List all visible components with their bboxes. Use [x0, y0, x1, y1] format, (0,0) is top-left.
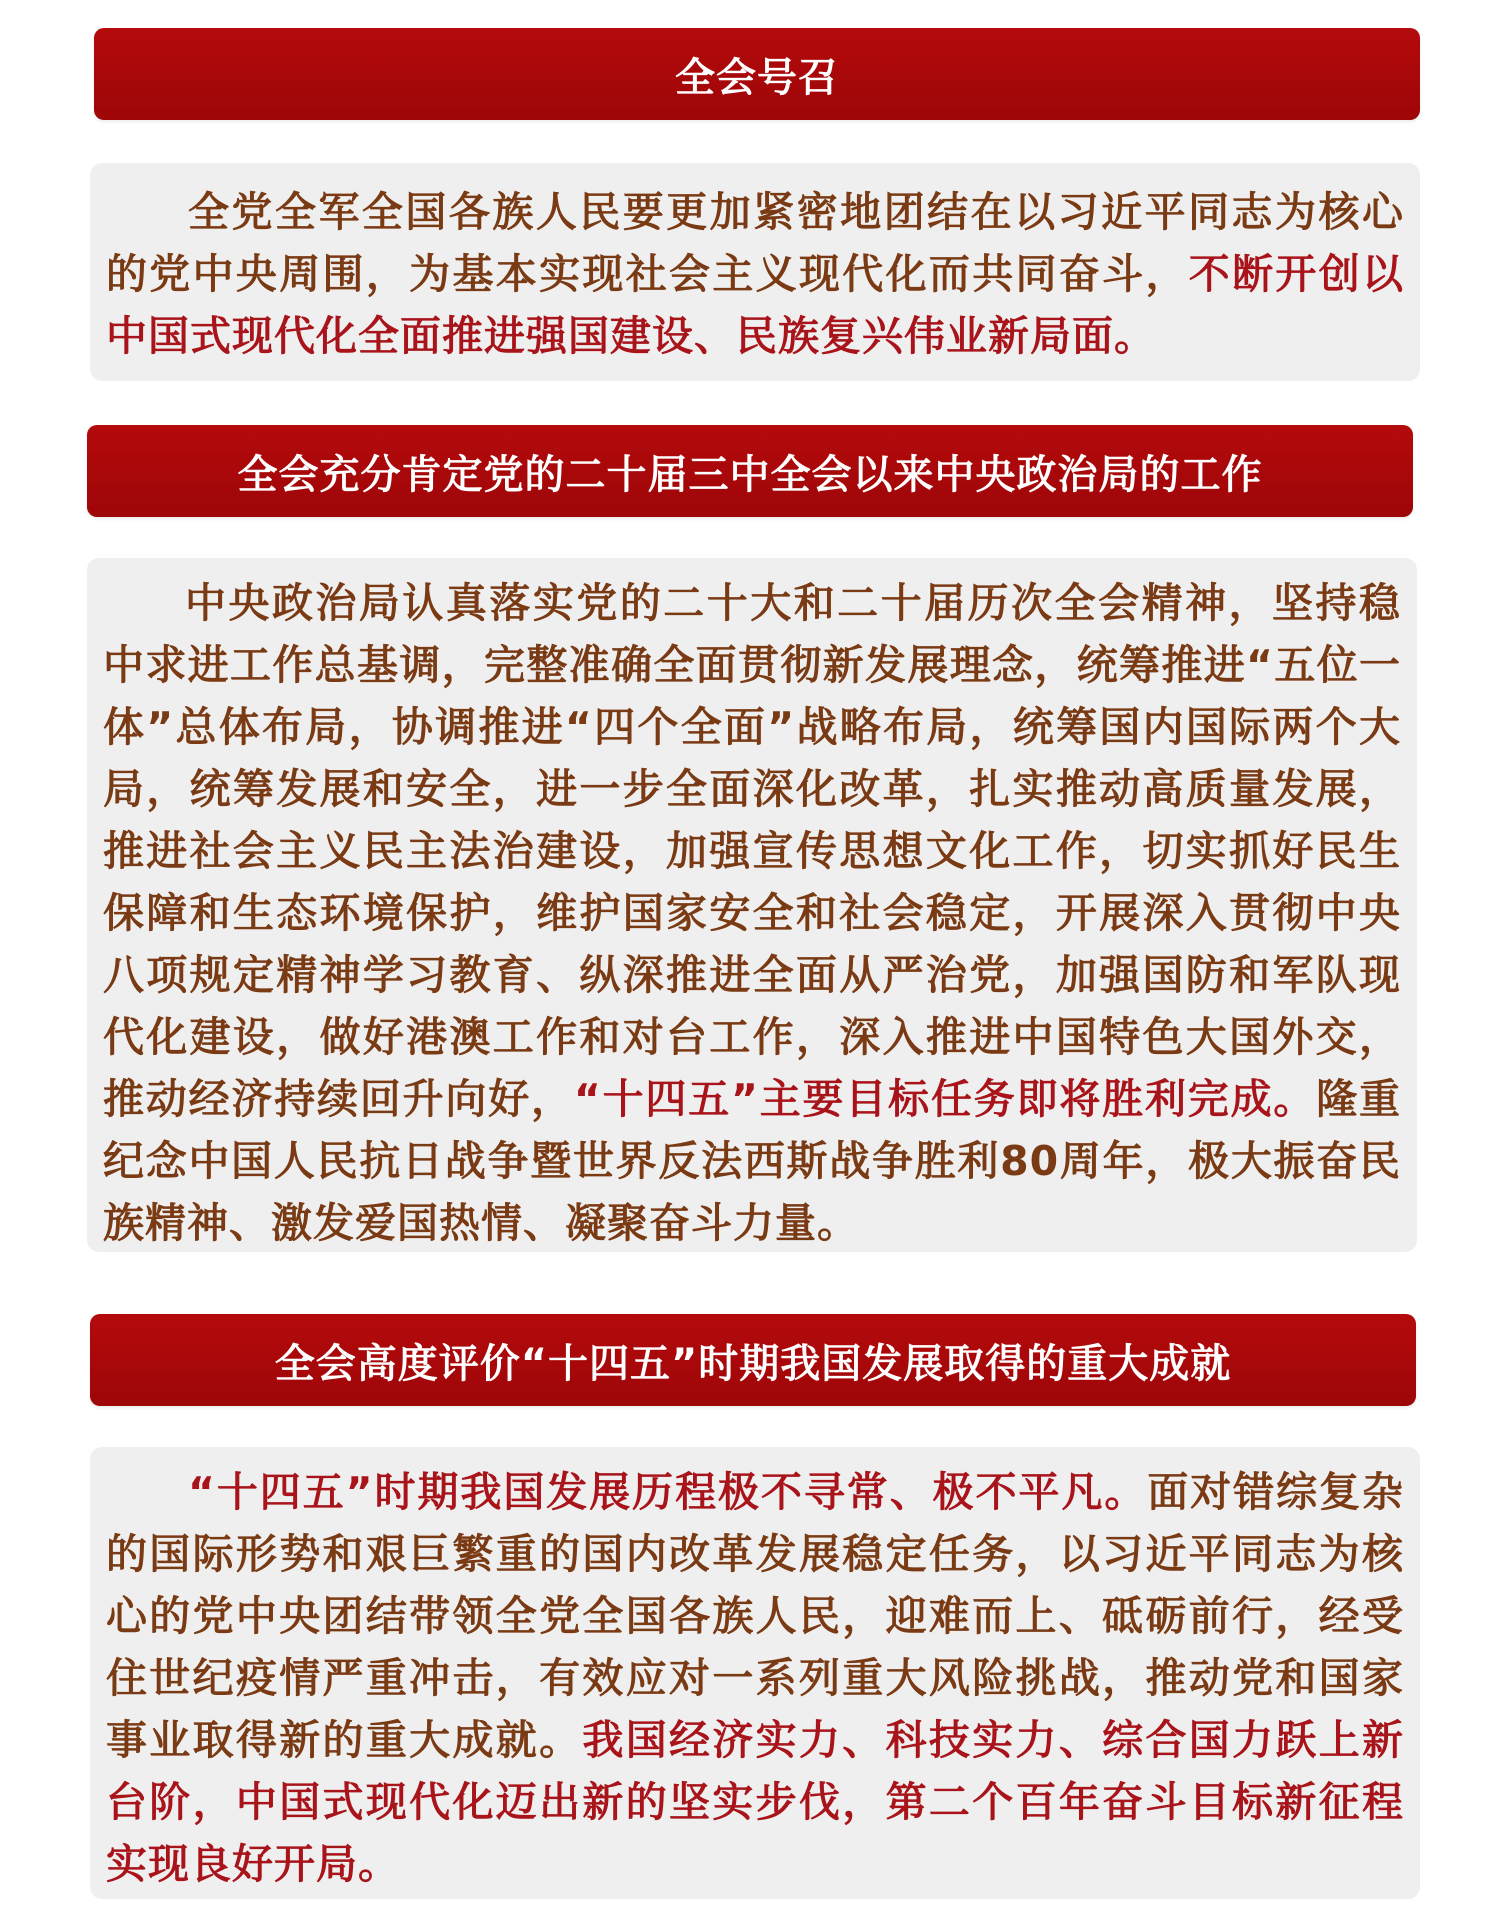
- paragraph: [106, 1461, 1404, 1895]
- section-body-call: [90, 163, 1420, 381]
- section-header-politburo: [87, 425, 1413, 517]
- section-body-politburo: [87, 558, 1417, 1252]
- body-text: 面对错综复杂的国际形势和艰巨繁重的国内改革发展稳定任务，以习近平同志为核心的党中央团结带领全党全国各族人民，迎难而上、砥砺前行，经受住世纪疫情严重冲击，有效应对一系列重大风险挑战，推动党和国家事业取得新的重大成就。: [106, 1468, 1405, 1764]
- section-header-achievements: [90, 1314, 1416, 1406]
- body-lead-highlight: “十四五”时期我国发展历程极不寻常、极不平凡。: [188, 1468, 1148, 1516]
- paragraph: [106, 181, 1404, 367]
- body-highlight: “十四五”主要目标任务即将胜利完成。: [573, 1075, 1317, 1123]
- body-text: 全党全军全国各族人民要更加紧密地团结在以习近平同志为核心的党中央周围，为基本实现社会主义现代化而共同奋斗，: [106, 188, 1404, 298]
- section-title: 全会充分肯定党的二十届三中全会以来中央政治局的工作: [237, 451, 1263, 498]
- body-highlight: 不断开创以中国式现代化全面推进强国建设、民族复兴伟业新局面。: [106, 250, 1405, 360]
- body-highlight: 我国经济实力、科技实力、综合国力跃上新台阶，中国式现代化迈出新的坚实步伐，第二个百年奋斗目标新征程实现良好开局。: [106, 1716, 1405, 1888]
- section-title: 全会高度评价“十四五”时期我国发展取得的重大成就: [274, 1340, 1232, 1387]
- section-body-achievements: [90, 1447, 1420, 1899]
- body-tail: 隆重纪念中国人民抗日战争暨世界反法西斯战争胜利80周年，极大振奋民族精神、激发爱国热情、凝聚奋斗力量。: [103, 1075, 1402, 1247]
- section-header-call: [94, 28, 1420, 120]
- paragraph: [103, 572, 1401, 1254]
- section-title: 全会号召: [675, 54, 839, 101]
- body-text: 中央政治局认真落实党的二十大和二十届历次全会精神，坚持稳中求进工作总基调，完整准确全面贯彻新发展理念，统筹推进“五位一体”总体布局，协调推进“四个全面”战略布局，统筹国内国际两个大局，统筹发展和安全，进一步全面深化改革，扎实推动高质量发展，推进社会主义民主法治建设，加强宣传思想文化工作，切实抓好民生保障和生态环境保护，维护国家安全和社会稳定，开展深入贯彻中央八项规定精神学习教育、纵深推进全面从严治党，加强国防和军队现代化建设，做好港澳工作和对台工作，深入推进中国特色大国外交，推动经济持续回升向好，: [103, 579, 1401, 1123]
